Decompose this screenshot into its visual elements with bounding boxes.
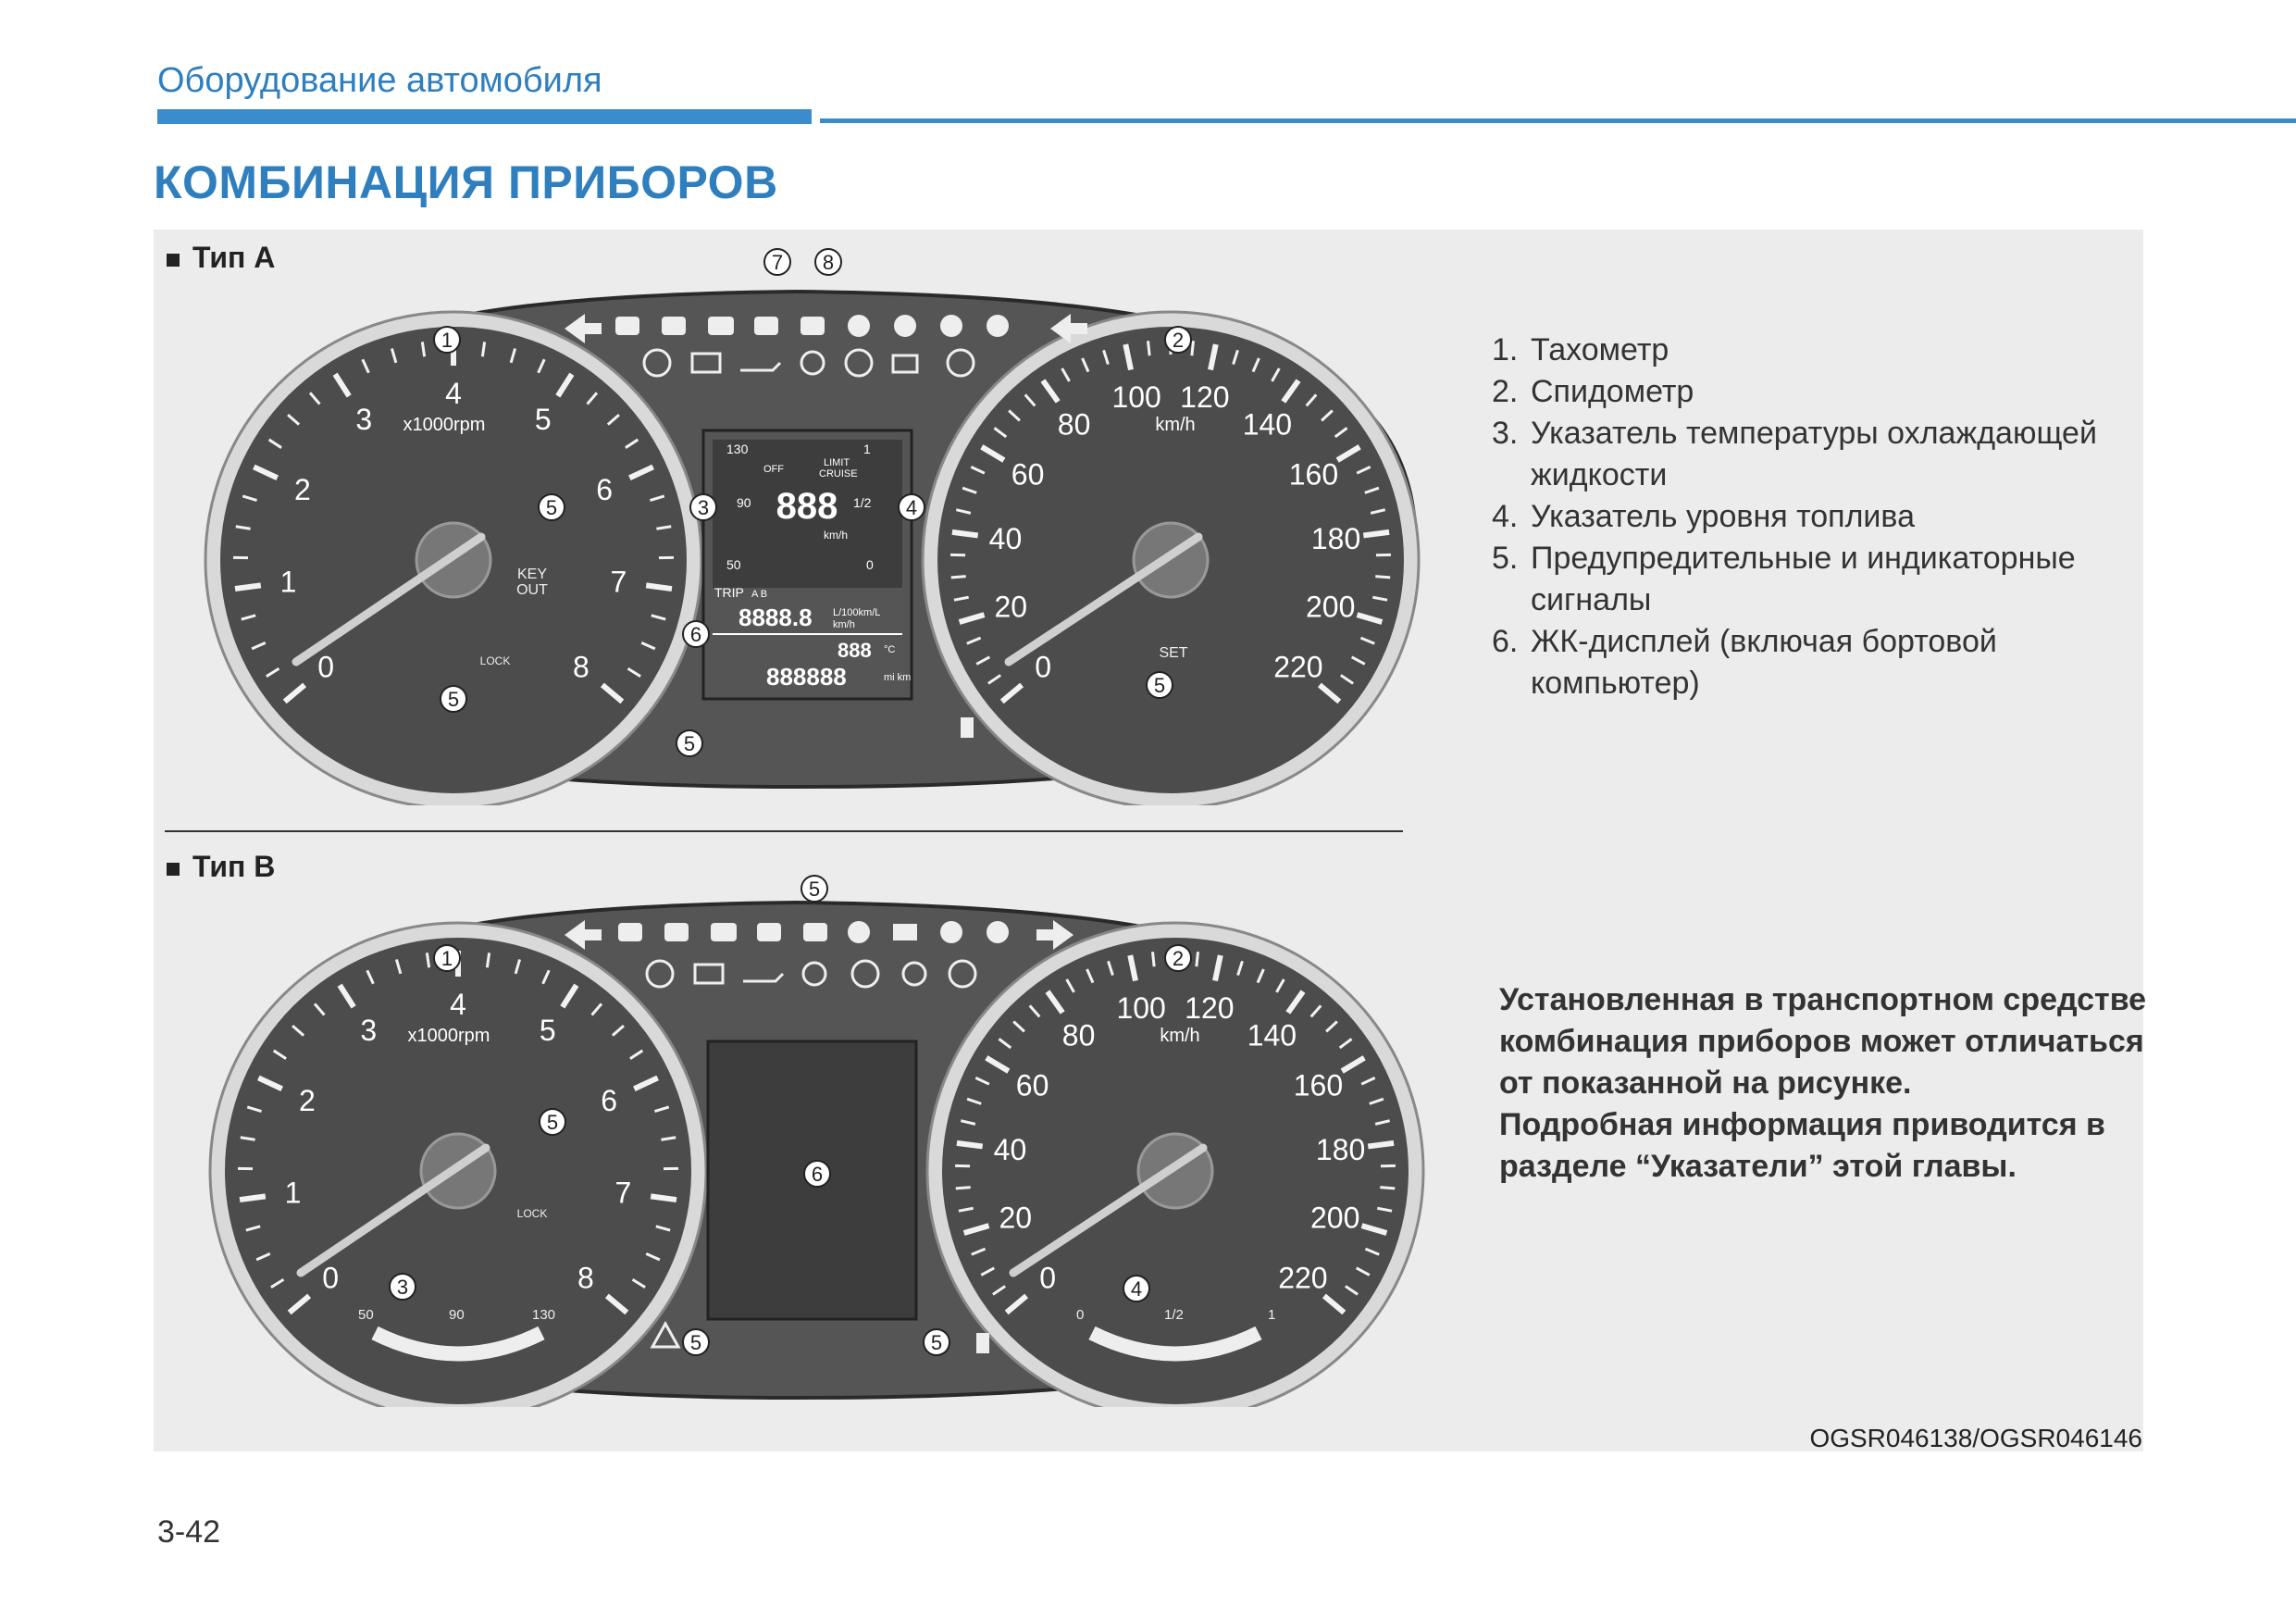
figure-code: OGSR046138/OGSR046146 bbox=[1809, 1424, 2142, 1452]
lcd-fuel-empty: 0 bbox=[866, 557, 874, 572]
minor-tick bbox=[1380, 1188, 1395, 1189]
cluster-type-a bbox=[185, 241, 1444, 805]
esc-off-icon bbox=[987, 921, 1009, 943]
front-fog-icon bbox=[757, 923, 781, 941]
gauge-tick-label: 160 bbox=[1288, 457, 1339, 492]
type-divider bbox=[165, 830, 1403, 832]
callout-3-label: 3 bbox=[697, 496, 710, 519]
gauge-tick-label: 140 bbox=[1242, 407, 1293, 442]
lcd-fuel-half: 1/2 bbox=[853, 495, 872, 510]
fuel-pump-icon bbox=[961, 717, 974, 738]
gauge-tick-label: 100 bbox=[1111, 380, 1161, 414]
gauge-tick-label: 20 bbox=[999, 1201, 1033, 1235]
legend-item: 6. ЖК-дисплей (включая бортовой компьютер) bbox=[1492, 624, 1997, 701]
callout-5-c-label: 5 bbox=[930, 1331, 943, 1354]
gauge-tick-label: 160 bbox=[1293, 1068, 1344, 1102]
gauge-tick-label: 40 bbox=[993, 1133, 1027, 1167]
gauge-tick-label: 120 bbox=[1185, 990, 1235, 1025]
gauge-tick-label: 6 bbox=[601, 1083, 618, 1117]
front-fog-icon bbox=[754, 317, 778, 335]
header-rule-thick bbox=[157, 109, 812, 124]
gauge-tick-label: 0 bbox=[1035, 650, 1052, 684]
tach-unit: x1000rpm bbox=[403, 415, 486, 435]
parking-light-icon bbox=[708, 317, 734, 335]
lcd-odo-main: 8888.8 bbox=[738, 604, 813, 631]
parking-light-icon bbox=[711, 923, 737, 941]
esc-icon bbox=[940, 921, 962, 943]
note-line-1: Установленная в транспортном средстве комбинация приборов может отличаться от показанной на рисунке. bbox=[1499, 982, 2147, 1101]
callout-3-label: 3 bbox=[396, 1276, 409, 1299]
lcd-temp-unit: °C bbox=[884, 644, 896, 655]
gauge-tick-label: 60 bbox=[1011, 457, 1045, 492]
gauge-tick-label: 220 bbox=[1278, 1261, 1328, 1295]
gauge-tick-label: 4 bbox=[450, 988, 466, 1021]
callout-4-label: 4 bbox=[905, 496, 918, 519]
lock-label: LOCK bbox=[479, 654, 511, 667]
temp-min: 50 bbox=[358, 1307, 374, 1323]
gauge-tick-label: 2 bbox=[293, 472, 311, 506]
gauge-tick-label: 5 bbox=[534, 403, 552, 437]
minor-tick bbox=[1375, 577, 1390, 578]
legend-item: 1. Тахометр bbox=[1492, 332, 1669, 367]
fuel-pump-icon bbox=[976, 1333, 989, 1353]
lcd-odo-total: 888888 bbox=[766, 663, 847, 691]
gauge-tick-label: 4 bbox=[445, 377, 462, 410]
callout-5-d-label: 5 bbox=[683, 732, 696, 755]
callout-5-b-label: 5 bbox=[447, 688, 460, 711]
key-out-line1: KEY bbox=[516, 567, 548, 582]
major-tick bbox=[952, 532, 978, 536]
speedo-unit: km/h bbox=[1155, 415, 1196, 435]
header-rule-thin bbox=[820, 118, 2296, 123]
esc-off-icon bbox=[987, 315, 1009, 337]
lcd-temp-max: 130 bbox=[726, 442, 749, 456]
seat-belt-passenger-icon bbox=[848, 315, 870, 337]
gauge-tick-label: 1 bbox=[279, 565, 297, 599]
major-tick bbox=[646, 585, 672, 589]
lcd-odo-unit1: L/100km/L bbox=[833, 607, 881, 618]
gauge-tick-label: 1 bbox=[284, 1176, 302, 1210]
page-number: 3-42 bbox=[157, 1514, 221, 1550]
type-b-label: Тип B bbox=[167, 850, 275, 884]
gauge-tick-label: 3 bbox=[360, 1014, 378, 1048]
gauge-tick-label: 0 bbox=[317, 650, 335, 684]
minor-tick bbox=[956, 1188, 971, 1189]
fuel-empty: 0 bbox=[1076, 1307, 1085, 1323]
headlight-icon bbox=[618, 923, 642, 941]
major-tick bbox=[957, 1143, 983, 1147]
gauge-tick-label: 8 bbox=[577, 1261, 594, 1295]
callout-1-label: 1 bbox=[441, 947, 453, 970]
lcd-speed: 888 bbox=[776, 486, 838, 527]
lcd-temp-out: 888 bbox=[838, 639, 872, 662]
gauge-tick-label: 2 bbox=[298, 1083, 316, 1117]
lock-label: LOCK bbox=[516, 1207, 548, 1220]
gauge-tick-label: 8 bbox=[572, 650, 590, 684]
set-label: SET bbox=[1159, 645, 1188, 661]
callout-5-top-label: 5 bbox=[808, 878, 821, 901]
callout-8-label: 8 bbox=[822, 251, 835, 274]
check-engine-icon bbox=[893, 924, 917, 940]
rear-fog-icon bbox=[803, 923, 827, 941]
tpms-icon bbox=[848, 921, 870, 943]
esc-icon bbox=[940, 315, 962, 337]
lcd-odo-unit2: km/h bbox=[833, 619, 855, 630]
major-tick bbox=[651, 1196, 676, 1200]
callout-5-a-label: 5 bbox=[545, 496, 558, 519]
lcd-cruise: CRUISE bbox=[819, 468, 858, 479]
cluster-type-b bbox=[185, 852, 1444, 1407]
major-tick bbox=[235, 585, 261, 589]
lcd-ab: A B bbox=[751, 589, 768, 600]
gauge-tick-label: 5 bbox=[539, 1014, 556, 1048]
legend-item: 3. Указатель температуры охлаждающей жидкости bbox=[1492, 416, 2097, 492]
lcd-limit: LIMIT bbox=[824, 457, 850, 468]
gauge-tick-label: 6 bbox=[596, 472, 614, 506]
gauge-tick-label: 200 bbox=[1310, 1201, 1360, 1235]
type-a-label: Тип A bbox=[167, 241, 275, 275]
major-tick bbox=[1363, 532, 1389, 536]
lcd-temp-mid: 90 bbox=[737, 495, 751, 510]
tach-unit: x1000rpm bbox=[407, 1026, 490, 1046]
minor-tick bbox=[1152, 952, 1154, 966]
lcd-trip: TRIP bbox=[714, 585, 744, 600]
minor-tick bbox=[951, 577, 966, 578]
lcd-odo-total-unit: mi km bbox=[884, 672, 912, 683]
speedo-unit: km/h bbox=[1160, 1026, 1200, 1046]
seat-belt-icon bbox=[894, 315, 916, 337]
gauge-tick-label: 40 bbox=[988, 522, 1023, 556]
callout-6-label: 6 bbox=[811, 1163, 824, 1186]
gauge-tick-label: 140 bbox=[1247, 1018, 1297, 1052]
bullet-square-icon bbox=[167, 863, 180, 876]
gauge-tick-label: 180 bbox=[1310, 522, 1361, 556]
cluster-note bbox=[1499, 979, 2147, 1188]
gauge-tick-label: 220 bbox=[1273, 650, 1323, 684]
callout-2-label: 2 bbox=[1172, 329, 1185, 352]
gauge-tick-label: 0 bbox=[1039, 1261, 1057, 1295]
headlight-icon bbox=[615, 317, 639, 335]
minor-tick bbox=[1192, 341, 1194, 355]
gauge-tick-label: 7 bbox=[614, 1176, 632, 1210]
fuel-half: 1/2 bbox=[1164, 1307, 1184, 1323]
legend-list bbox=[1492, 330, 2140, 704]
legend-item: 4. Указатель уровня топлива bbox=[1492, 499, 1916, 534]
callout-5-a-label: 5 bbox=[546, 1111, 559, 1134]
page-title: КОМБИНАЦИЯ ПРИБОРОВ bbox=[154, 156, 778, 208]
major-tick bbox=[1368, 1143, 1394, 1147]
rear-fog-icon bbox=[800, 317, 825, 335]
gauge-tick-label: 60 bbox=[1015, 1068, 1049, 1102]
temp-max: 130 bbox=[532, 1307, 556, 1323]
major-tick bbox=[240, 1196, 266, 1200]
lcd-temp-min: 50 bbox=[726, 557, 741, 572]
gauge-tick-label: 0 bbox=[322, 1261, 340, 1295]
temp-mid: 90 bbox=[449, 1307, 465, 1323]
gauge-tick-label: 80 bbox=[1061, 1018, 1096, 1052]
low-beam-icon bbox=[662, 317, 686, 335]
callout-1-label: 1 bbox=[441, 329, 453, 352]
callout-6-label: 6 bbox=[689, 623, 702, 646]
key-out-line2: OUT bbox=[516, 582, 548, 598]
low-beam-icon bbox=[664, 923, 689, 941]
minor-tick bbox=[1148, 341, 1149, 355]
callout-5-c-label: 5 bbox=[1153, 674, 1166, 697]
gauge-tick-label: 3 bbox=[355, 403, 373, 437]
legend-item: 2. Спидометр bbox=[1492, 374, 1694, 409]
fuel-full: 1 bbox=[1268, 1307, 1276, 1323]
callout-7-label: 7 bbox=[771, 251, 784, 274]
section-title: Оборудование автомобиля bbox=[157, 61, 602, 100]
gauge-tick-label: 100 bbox=[1116, 990, 1166, 1025]
lcd-fuel-full: 1 bbox=[863, 442, 871, 456]
callout-4-label: 4 bbox=[1130, 1277, 1143, 1301]
minor-tick bbox=[1197, 952, 1198, 966]
gauge-tick-label: 120 bbox=[1180, 380, 1230, 414]
callout-5-b-label: 5 bbox=[689, 1331, 702, 1354]
bullet-square-icon bbox=[167, 254, 180, 267]
note-line-2: Подробная информация приводится в разделе “Указатели” этой главы. bbox=[1499, 1107, 2105, 1184]
gauge-tick-label: 200 bbox=[1306, 590, 1356, 624]
gauge-tick-label: 80 bbox=[1057, 407, 1091, 442]
gauge-tick-label: 180 bbox=[1315, 1133, 1366, 1167]
gauge-tick-label: 20 bbox=[994, 590, 1028, 624]
lcd-speed-unit: km/h bbox=[824, 529, 849, 542]
lcd-off: OFF bbox=[763, 464, 784, 475]
legend-item: 5. Предупредительные и индикаторные сигналы bbox=[1492, 541, 2076, 617]
callout-2-label: 2 bbox=[1172, 947, 1185, 970]
gauge-tick-label: 7 bbox=[610, 565, 627, 599]
